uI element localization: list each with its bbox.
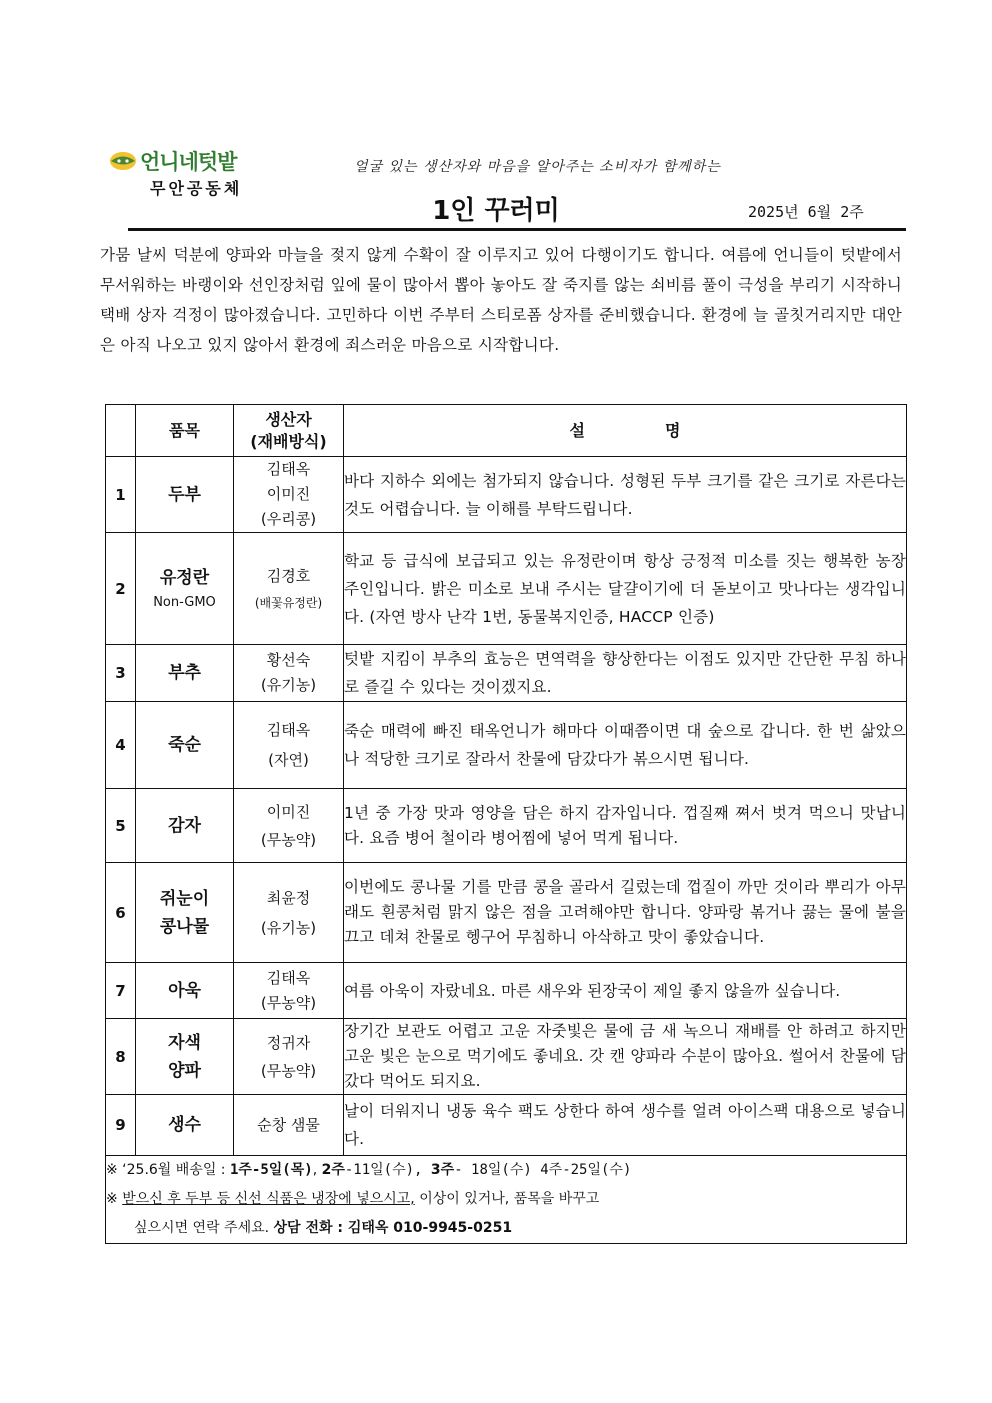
note-rest: 이상이 있거나, 품목을 바꾸고 — [414, 1191, 600, 1207]
table-row — [106, 645, 907, 702]
delivery-week-3-label: 3주 — [430, 1162, 455, 1178]
producer-line: 이미진 — [266, 485, 311, 503]
description: 날이 더워지니 냉동 육수 팩도 상한다 하여 생수를 얼려 아이스팩 대용으로 넣습니다. — [344, 1095, 907, 1156]
producer-cell — [234, 863, 344, 963]
producer-method: (무농약) — [260, 830, 317, 849]
table-header-row — [106, 405, 907, 457]
description: 이번에도 콩나물 기를 만큼 콩을 골라서 길렀는데 껍질이 까만 것이라 뿌리가 아무래도 흰콩처럼 맑지 않은 점을 고려해야만 합니다. 양파랑 볶거나 끓는 물에 불을 끄고 데쳐 찬물로 헹구어 무침하니 아삭하고 맛이 좋았습니다. — [344, 863, 907, 963]
contact-line — [106, 1214, 906, 1243]
producer-method: (자연) — [268, 751, 309, 769]
item-subtitle: Non-GMO — [153, 594, 216, 610]
producer-cell — [234, 789, 344, 863]
producer-line: 이미진 — [266, 802, 311, 821]
description: 텃밭 지킴이 부추의 효능은 면역력을 향상한다는 이점도 있지만 간단한 무침 하나로 즐길 수 있다는 것이겠지요. — [344, 645, 907, 702]
table-row — [106, 457, 907, 533]
item-name-line: 유정란 — [159, 567, 210, 588]
producer-line: 김태옥 — [266, 721, 311, 739]
description: 바다 지하수 외에는 첨가되지 않습니다. 성형된 두부 크기를 같은 크기로 자른다는 것도 어렵습니다. 늘 이해를 부탁드립니다. — [344, 457, 907, 533]
item-name — [136, 789, 234, 863]
table-row — [106, 533, 907, 645]
item-name — [136, 533, 234, 645]
producer-cell — [234, 457, 344, 533]
delivery-prefix: ※ ‘25.6월 배송일 : — [106, 1162, 230, 1178]
table-row — [106, 702, 907, 789]
table-row — [106, 789, 907, 863]
delivery-week-2: -11일(수), — [344, 1162, 431, 1178]
row-number: 8 — [106, 1019, 136, 1095]
header-producer-label: 생산자 — [265, 409, 312, 429]
item-name — [136, 457, 234, 533]
producer-line: 최윤정 — [266, 888, 311, 907]
footer-notes — [106, 1156, 907, 1244]
row-number: 1 — [106, 457, 136, 533]
header-item: 품목 — [136, 405, 234, 457]
delivery-week-3: - 18일(수) — [454, 1162, 532, 1178]
row-number: 6 — [106, 863, 136, 963]
note-underlined: 받으신 후 두부 등 신선 식품은 냉장에 넣으시고, — [122, 1191, 415, 1207]
description: 장기간 보관도 어렵고 고운 자줏빛은 물에 금 새 녹으니 재배를 안 하려고 하지만 고운 빛은 눈으로 먹기에도 좋네요. 갓 캔 양파라 수분이 많아요. 썰어서 찬물에 담갔다 먹어도 되지요. — [344, 1019, 907, 1095]
row-number: 4 — [106, 702, 136, 789]
issue-date: 2025년 6월 2주 — [748, 203, 864, 221]
note-line-2: 싶으시면 연락 주세요. — [134, 1220, 274, 1236]
item-name-line: 두부 — [168, 484, 201, 505]
table-row — [106, 1019, 907, 1095]
header-producer — [234, 405, 344, 457]
row-number: 5 — [106, 789, 136, 863]
header-description: 설 명 — [344, 405, 907, 457]
delivery-schedule — [106, 1156, 906, 1185]
leaf-logo-icon — [108, 148, 138, 172]
description: 죽순 매력에 빠진 태옥언니가 해마다 이때쯤이면 대 숲으로 갑니다. 한 번 삶았으나 적당한 크기로 잘라서 찬물에 담갔다가 볶으시면 됩니다. — [344, 702, 907, 789]
item-name-line: 생수 — [168, 1115, 201, 1135]
header-method-label: (재배방식) — [250, 431, 327, 451]
delivery-sep: , — [312, 1162, 322, 1178]
table-row — [106, 863, 907, 963]
producer-cell — [234, 533, 344, 645]
note-prefix: ※ — [106, 1191, 123, 1207]
delivery-week-2-label: 2주 — [321, 1162, 345, 1178]
item-name-line: 콩나물 — [159, 916, 210, 937]
producer-line: 김태옥 — [266, 968, 311, 987]
producer-line: 김태옥 — [266, 460, 311, 478]
item-name — [136, 702, 234, 789]
producer-cell — [234, 1019, 344, 1095]
item-name-line: 자색 — [168, 1032, 201, 1053]
description: 1년 중 가장 맛과 영양을 담은 하지 감자입니다. 껍질째 쪄서 벗겨 먹으니 맛납니다. 요즘 병어 철이라 병어찜에 넣어 먹게 됩니다. — [344, 789, 907, 863]
row-number: 9 — [106, 1095, 136, 1156]
item-name — [136, 645, 234, 702]
row-number: 7 — [106, 963, 136, 1019]
producer-method: (유기농) — [260, 676, 317, 694]
item-name — [136, 863, 234, 963]
row-number: 2 — [106, 533, 136, 645]
items-table — [105, 404, 907, 1244]
producer-method: (무농약) — [260, 1061, 317, 1080]
producer-cell — [234, 645, 344, 702]
producer-line: 순창 샘물 — [257, 1115, 320, 1134]
producer-line: 김경호 — [266, 567, 311, 585]
header-no — [106, 405, 136, 457]
item-name — [136, 963, 234, 1019]
producer-method: (배꽃유정란) — [254, 596, 323, 610]
title-rule — [128, 228, 906, 231]
slogan: 얼굴 있는 생산자와 마음을 알아주는 소비자가 함께하는 — [354, 159, 721, 175]
producer-method: (유기농) — [260, 918, 317, 937]
producer-line: 황선숙 — [266, 651, 311, 669]
logo-text: 언니네텃밭 — [140, 150, 237, 174]
storage-note — [106, 1185, 906, 1214]
item-name-line: 아욱 — [168, 980, 201, 1001]
table-row — [106, 963, 907, 1019]
producer-cell — [234, 963, 344, 1019]
item-name — [136, 1095, 234, 1156]
item-name-line: 양파 — [168, 1060, 201, 1081]
contact-phone: 상담 전화 : 김태옥 010-9945-0251 — [273, 1220, 513, 1236]
table-row — [106, 1095, 907, 1156]
row-number: 3 — [106, 645, 136, 702]
page-title: 1인 꾸러미 — [432, 196, 560, 226]
producer-method: (우리콩) — [260, 510, 317, 528]
item-name-line: 부추 — [168, 663, 201, 683]
delivery-week-1: 1주-5일(목) — [229, 1162, 313, 1178]
item-name-line: 감자 — [168, 815, 201, 836]
logo-subtitle: 무안공동체 — [150, 179, 243, 198]
producer-method: (무농약) — [260, 993, 317, 1012]
item-name — [136, 1019, 234, 1095]
footer-row — [106, 1156, 907, 1244]
intro-paragraph: 가뭄 날씨 덕분에 양파와 마늘을 젖지 않게 수확이 잘 이루지고 있어 다행이기도 합니다. 여름에 언니들이 텃밭에서 무서워하는 바랭이와 선인장처럼 잎에 물이 많아서 뽑아 놓아도 잘 죽지를 않는 쇠비름 풀이 극성을 부리기 시작하니 택배 상자 걱정이 많아졌습니다. 고민하다 이번 주부터 스티로폼 상자를 준비했습니다. 환경에 늘 골칫거리지만 대안은 아직 나오고 있지 않아서 환경에 죄스러운 마음으로 시작합니다. — [100, 246, 902, 354]
delivery-week-4: 4주-25일(수) — [531, 1162, 632, 1178]
description: 여름 아욱이 자랐네요. 마른 새우와 된장국이 제일 좋지 않을까 싶습니다. — [344, 963, 907, 1019]
producer-line: 정귀자 — [266, 1033, 311, 1052]
description: 학교 등 급식에 보급되고 있는 유정란이며 항상 긍정적 미소를 짓는 행복한 농장 주인입니다. 밝은 미소로 보내 주시는 달걀이기에 더 돋보이고 맛나다는 생각입니다. (자연 방사 난각 1번, 동물복지인증, HACCP 인증) — [344, 533, 907, 645]
item-name-line: 쥐눈이 — [159, 888, 210, 909]
producer-cell — [234, 702, 344, 789]
producer-cell — [234, 1095, 344, 1156]
item-name-line: 죽순 — [168, 735, 201, 755]
